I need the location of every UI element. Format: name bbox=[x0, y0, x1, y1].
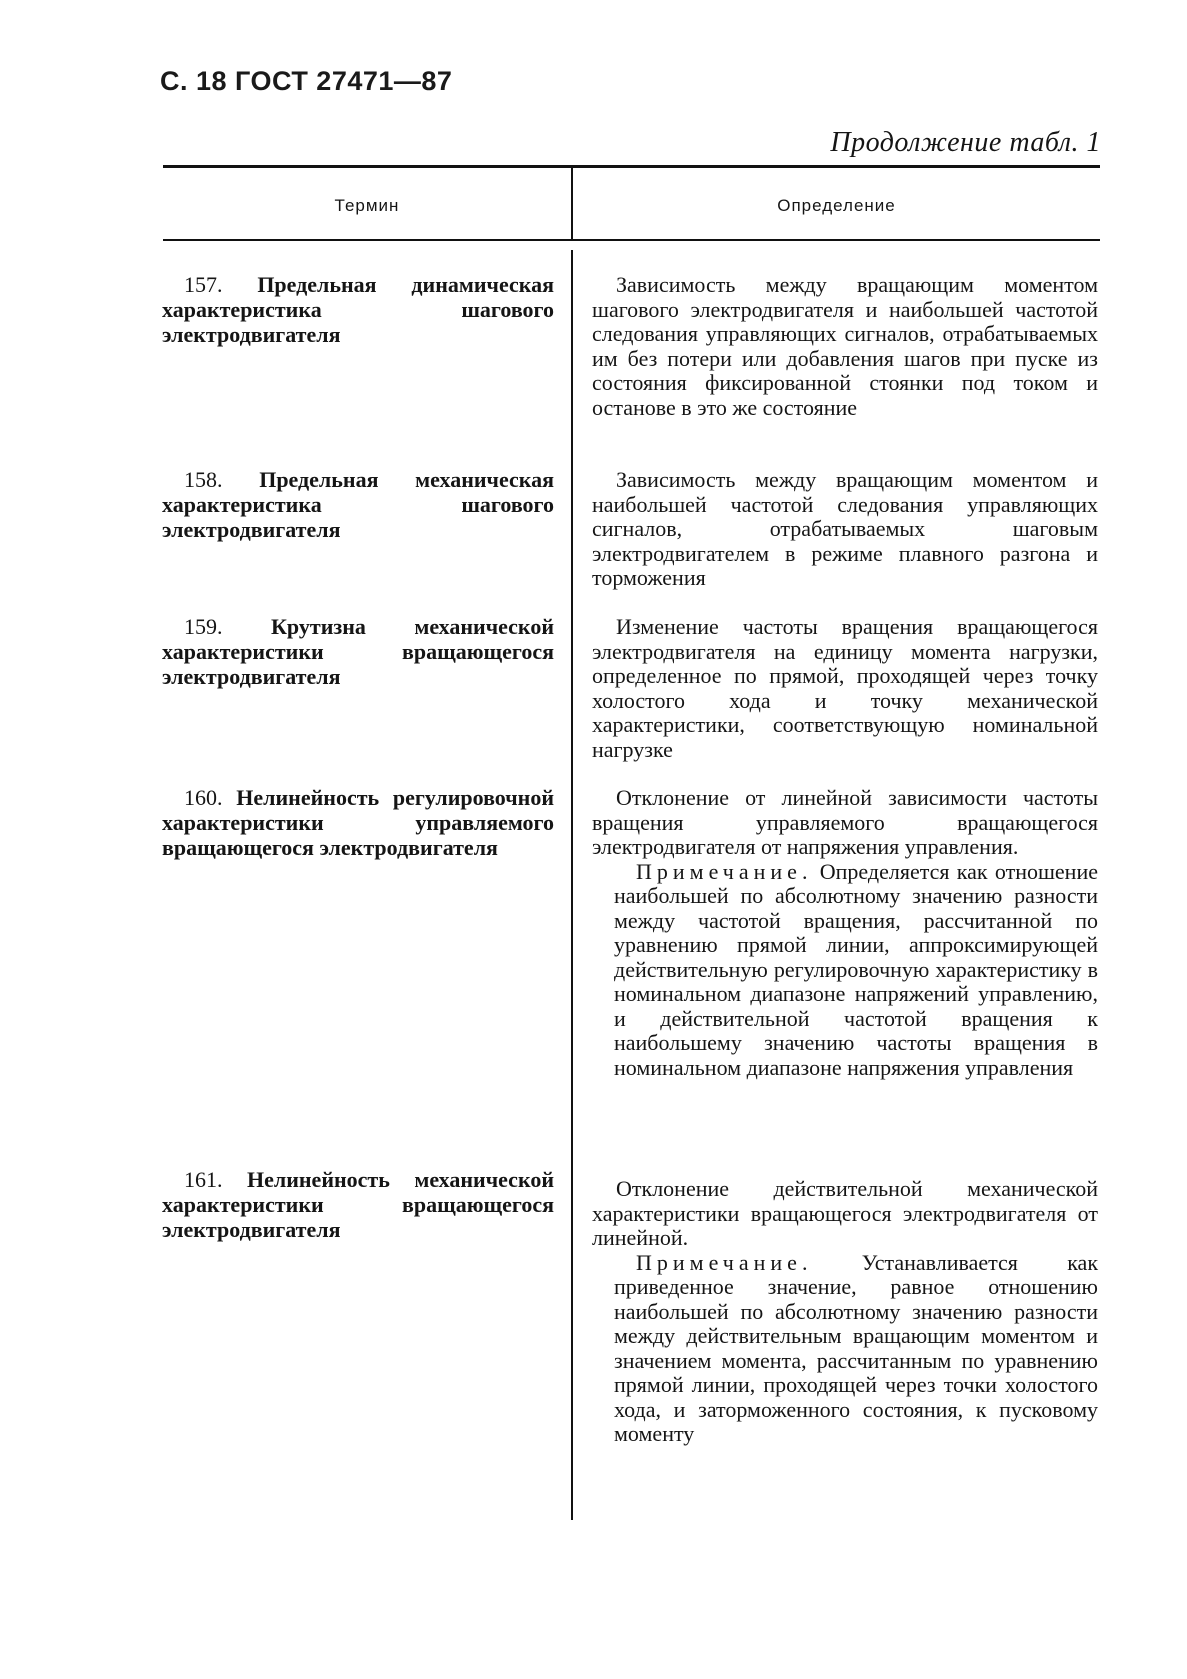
definition-text: Отклонение от линейной зависимости частоты вращения управляемого вращающегося электродвигателя от напряжения управления. bbox=[592, 785, 1098, 859]
table-header-rule bbox=[163, 239, 1100, 241]
term-number: 159. bbox=[184, 614, 223, 639]
note-text: Устанавливается как приведенное значение, равное отношению наибольшей по абсолютному значению разности между действительным вращающим моментом и значением момента, рассчитанным по уравнению прямой линии, проходящей через точки холостого хода, и заторможенного состояния, к пусковому моменту bbox=[614, 1249, 1099, 1446]
definition-text: Изменение частоты вращения вращающегося электродвигателя на единицу момента нагрузки, определенное по прямой, проходящей через точку холостого хода и точку механической характеристики, соответствующую номинальной нагрузке bbox=[592, 614, 1098, 762]
term-158 bbox=[162, 467, 554, 542]
term-number: 157. bbox=[184, 272, 223, 297]
column-header-term: Термин bbox=[334, 196, 400, 215]
note-label: Примечание. bbox=[636, 858, 813, 884]
term-label: Предельная механическая характеристика шагового электродвигателя bbox=[162, 467, 554, 542]
term-159 bbox=[162, 614, 554, 689]
definition-text: Зависимость между вращающим моментом шагового электродвигателя и наибольшей частотой следования управляющих сигналов, отрабатываемых им без потери или добавления шагов при пуске из состояния фиксированной стоянки под током и останове в это же состояние bbox=[592, 272, 1098, 420]
term-label: Предельная динамическая характеристика шагового электродвигателя bbox=[162, 272, 554, 347]
term-label: Крутизна механической характеристики вращающегося электродвигателя bbox=[162, 614, 554, 689]
column-header-definition: Определение bbox=[777, 196, 896, 215]
term-label: Нелинейность регулировочной характеристики управляемого вращающегося электродвигателя bbox=[162, 785, 554, 860]
note-text: Определяется как отношение наибольшей по абсолютному значению разности между частотой вращения, рассчитанной по уравнению прямой линии, аппроксимирующей действительную регулировочную характеристику в номинальном диапазоне напряжений управлению, и действительной частотой вращения к наибольшему значению частоты вращения в номинальном диапазоне напряжения управления bbox=[614, 858, 1098, 1080]
term-number: 161. bbox=[184, 1167, 223, 1192]
definition-note bbox=[614, 860, 1098, 1081]
column-divider-body bbox=[571, 250, 573, 1520]
definition-160 bbox=[592, 786, 1098, 1080]
definition-text: Отклонение действительной механической характеристики вращающегося электродвигателя от линейной. bbox=[592, 1176, 1098, 1250]
note-label: Примечание. bbox=[636, 1249, 813, 1275]
definition-158 bbox=[592, 468, 1098, 591]
page-header: С. 18 ГОСТ 27471—87 bbox=[160, 66, 453, 96]
definition-note bbox=[614, 1251, 1098, 1447]
table-continuation-label: Продолжение табл. 1 bbox=[830, 127, 1101, 158]
term-157 bbox=[162, 272, 554, 347]
term-number: 158. bbox=[184, 467, 223, 492]
table-top-rule bbox=[163, 165, 1100, 168]
term-160 bbox=[162, 785, 554, 860]
definition-161 bbox=[592, 1177, 1098, 1447]
definition-159 bbox=[592, 615, 1098, 762]
term-number: 160. bbox=[184, 785, 223, 810]
definition-157 bbox=[592, 273, 1098, 420]
term-161 bbox=[162, 1167, 554, 1242]
definition-text: Зависимость между вращающим моментом и наибольшей частотой следования управляющих сигналов, отрабатываемых шаговым электродвигателем в режиме плавного разгона и торможения bbox=[592, 467, 1098, 590]
term-label: Нелинейность механической характеристики вращающегося электродвигателя bbox=[162, 1167, 554, 1242]
